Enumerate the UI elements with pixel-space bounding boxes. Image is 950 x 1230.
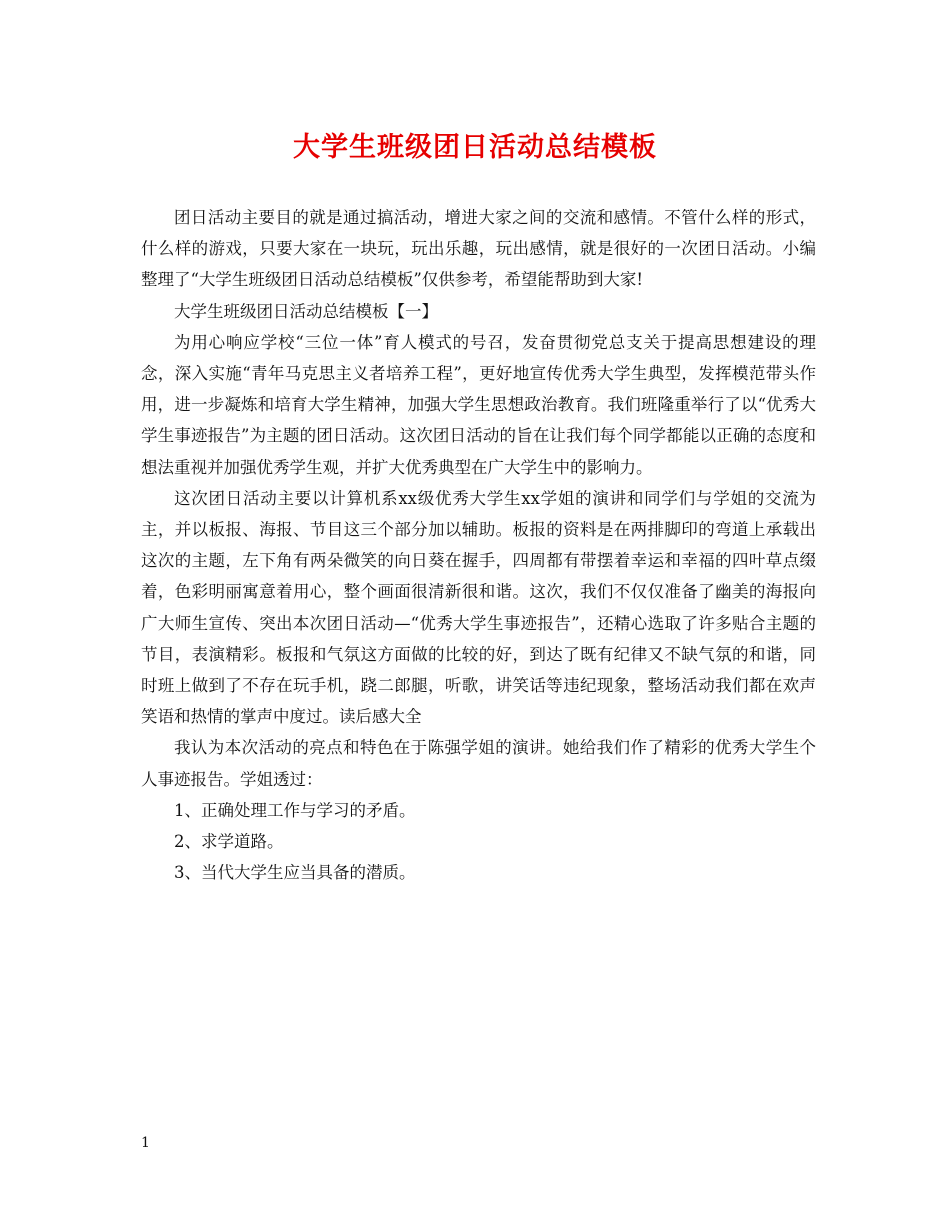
paragraph-activity: 这次团日活动主要以计算机系xx级优秀大学生xx学姐的演讲和同学们与学姐的交流为主，并以板报、海报、节目这三个部分加以辅助。板报的资料是在两排脚印的弯道上承载出这次的主题，左下角有两朵微笑的向日葵在握手，四周都有带摆着幸运和幸福的四叶草点缀着，色彩明丽寓意着用心，整个画面很清新很和谐。这次，我们不仅仅准备了幽美的海报向广大师生宣传、突出本次团日活动—“优秀大学生事迹报告”，还精心选取了许多贴合主题的节目，表演精彩。板报和气氛这方面做的比较的好，到达了既有纪律又不缺气氛的和谐，同时班上做到了不存在玩手机，跷二郎腿，听歌，讲笑话等违纪现象，整场活动我们都在欢声笑语和热情的掌声中度过。读后感大全 xyxy=(141,488,816,727)
list-item: 3、当代大学生应当具备的潜质。 xyxy=(174,863,416,883)
section-heading: 大学生班级团日活动总结模板【一】 xyxy=(174,301,438,321)
list-item: 2、求学道路。 xyxy=(174,832,284,852)
paragraph-purpose: 为用心响应学校“三位一体”育人模式的号召，发奋贯彻党总支关于提高思想建设的理念，深入实施“青年马克思主义者培养工程”，更好地宣传优秀大学生典型，发挥模范带头作用，进一步凝炼和培育大学生精神，加强大学生思想政治教育。我们班隆重举行了以“优秀大学生事迹报告”为主题的团日活动。这次团日活动的旨在让我们每个同学都能以正确的态度和想法重视并加强优秀学生观，并扩大优秀典型在广大学生中的影响力。 xyxy=(141,332,816,477)
list-item: 1、正确处理工作与学习的矛盾。 xyxy=(174,800,416,820)
paragraph-highlight: 我认为本次活动的亮点和特色在于陈强学姐的演讲。她给我们作了精彩的优秀大学生个人事迹报告。学姐透过： xyxy=(141,738,816,789)
document-title: 大学生班级团日活动总结模板 xyxy=(293,132,657,163)
page-number: 1 xyxy=(141,1135,150,1151)
document-body xyxy=(141,202,816,888)
paragraph-intro: 团日活动主要目的就是通过搞活动，增进大家之间的交流和感情。不管什么样的形式，什么样的游戏，只要大家在一块玩，玩出乐趣，玩出感情，就是很好的一次团日活动。小编整理了“大学生班级团日活动总结模板”仅供参考，希望能帮助到大家! xyxy=(141,208,816,290)
